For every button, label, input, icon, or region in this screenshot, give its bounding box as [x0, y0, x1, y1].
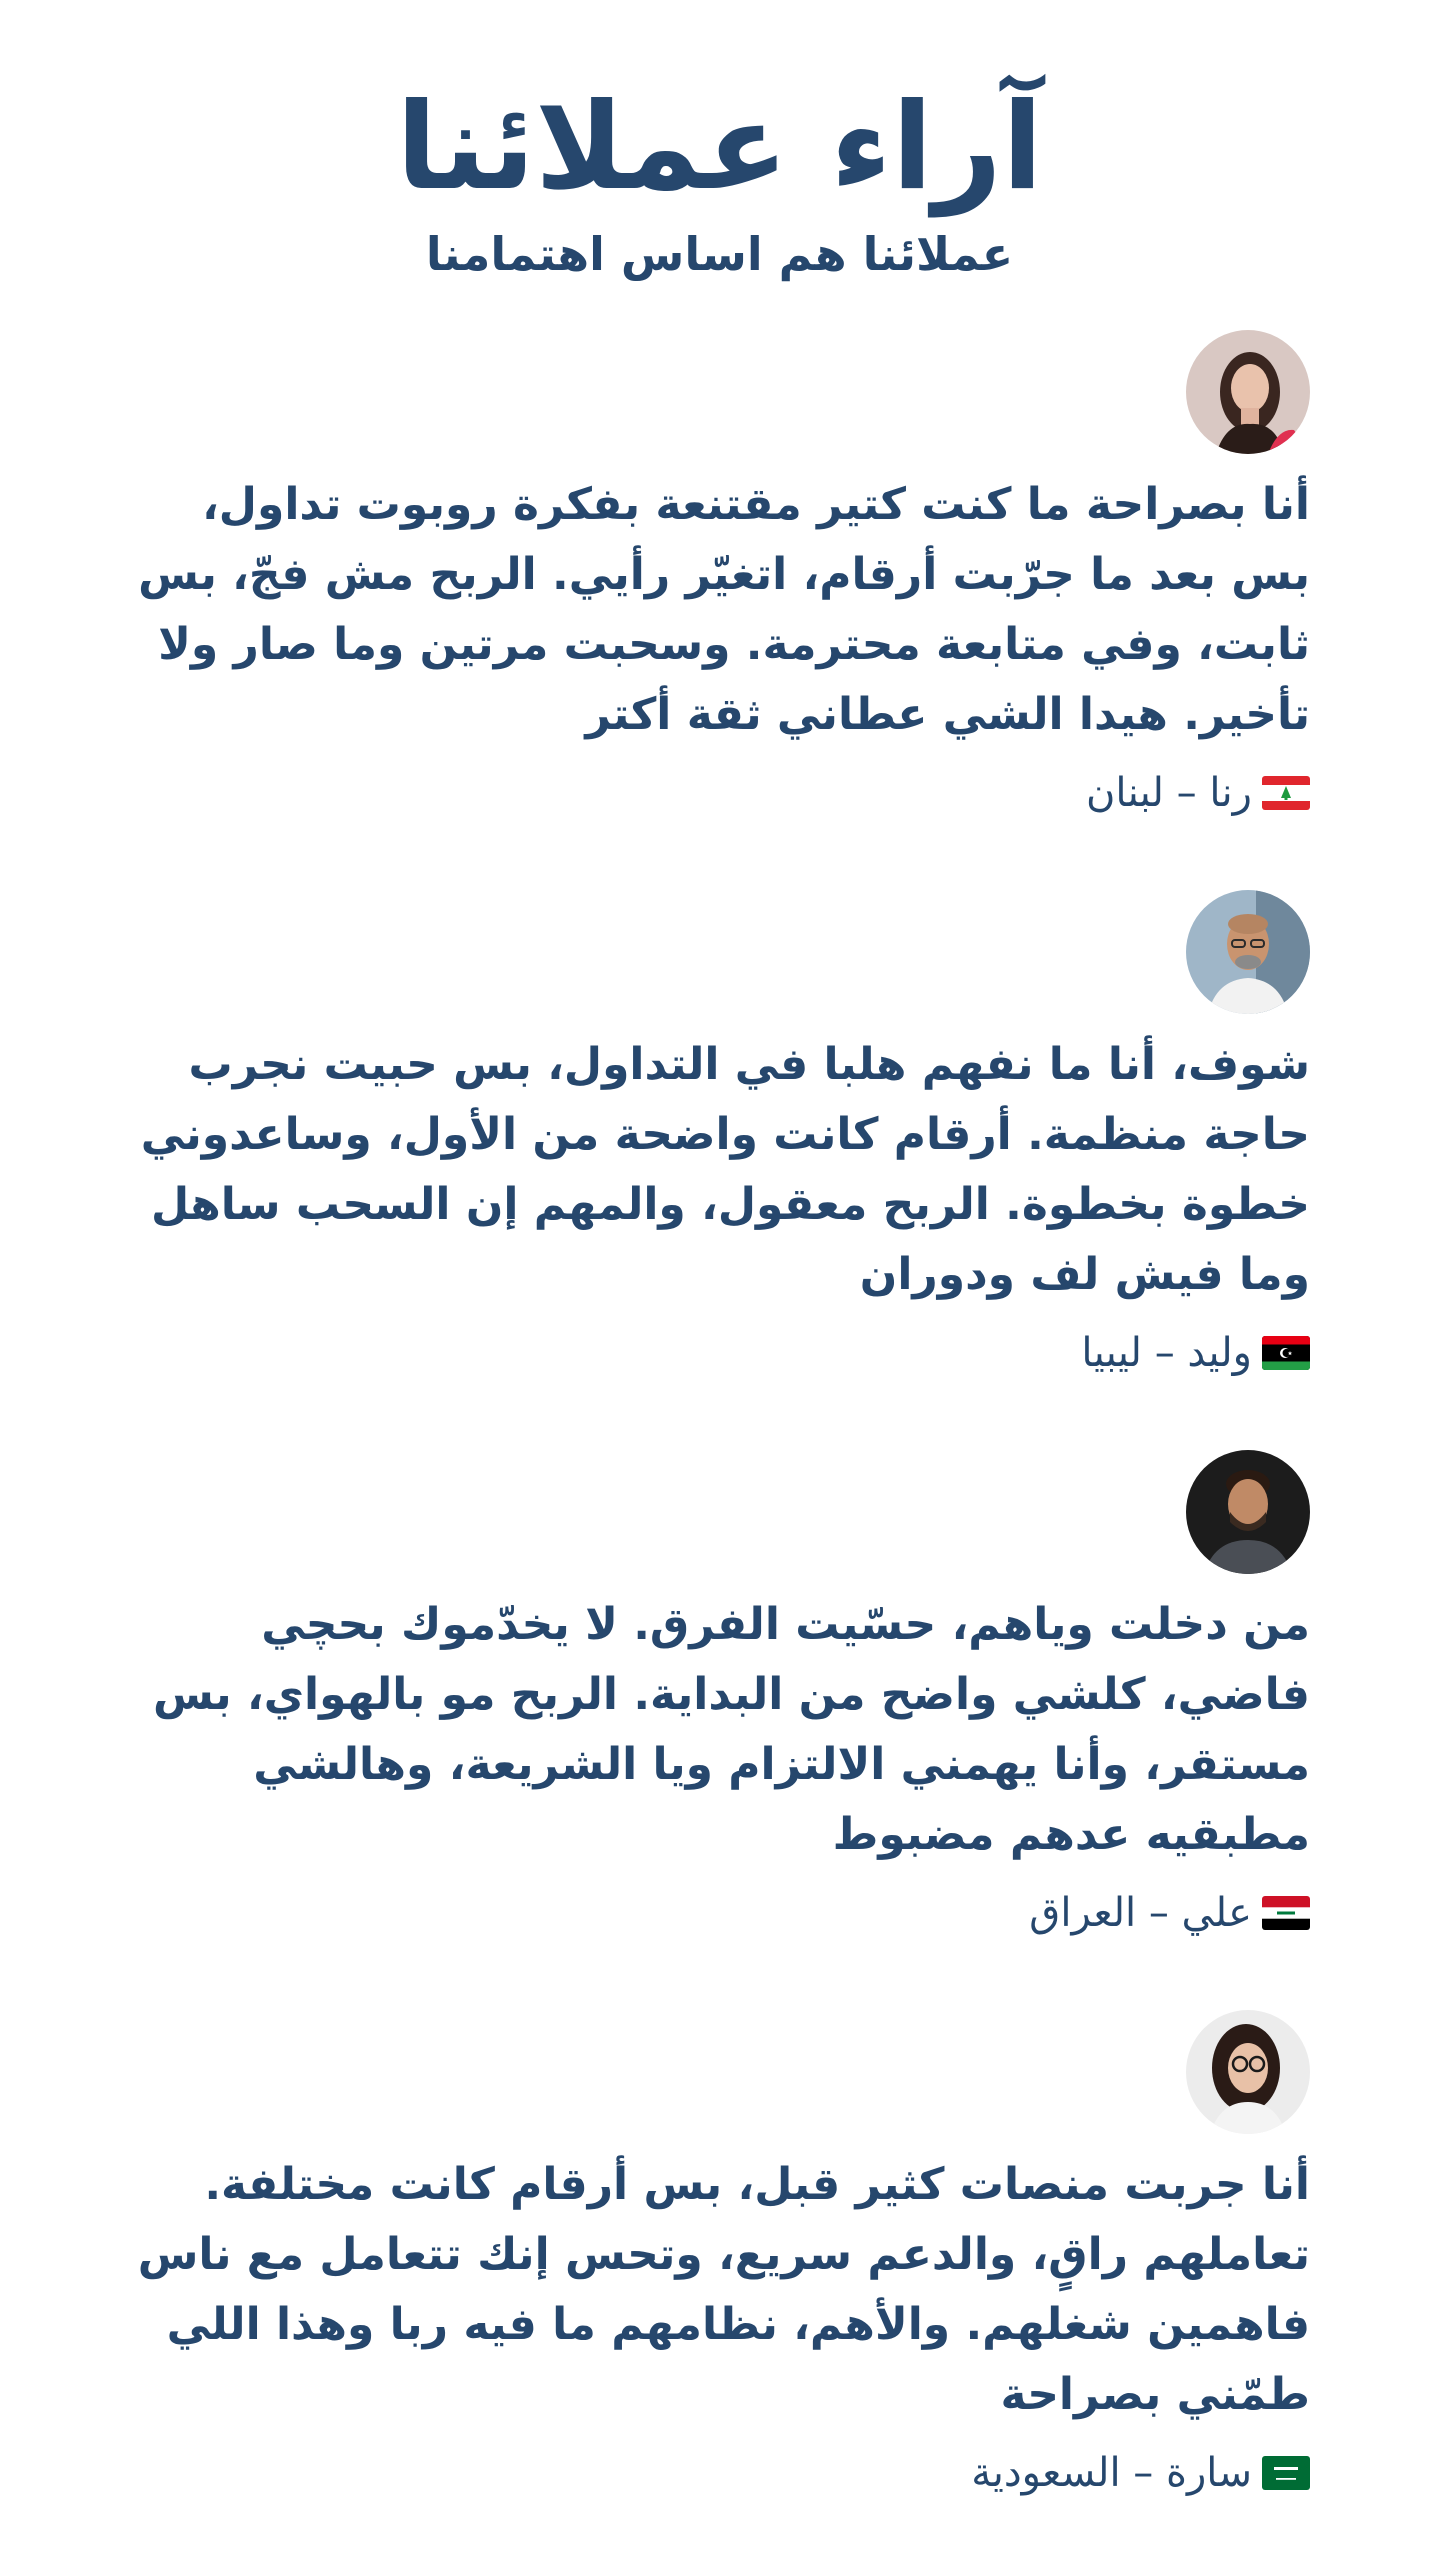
page-subtitle: عملائنا هم اساس اهتمامنا [425, 227, 1014, 281]
testimonial-quote: شوف، أنا ما نفهم هلبا في التداول، بس حبيت نجرب حاجة منظمة. أرقام كانت واضحة من الأول، وساعدوني خطوة بخطوة. الربح معقول، والمهم إن السحب ساهل وما فيش لف ودوران [140, 1039, 1310, 1300]
man-glasses-portrait-icon [1186, 890, 1310, 1014]
saudi-flag-icon [1262, 2456, 1310, 2490]
testimonials-list [130, 330, 1310, 2560]
author-name: علي – العراق [1029, 1890, 1252, 1936]
woman-glasses-portrait-icon [1186, 2010, 1310, 2134]
testimonial-quote: أنا بصراحة ما كنت كتير مقتنعة بفكرة روبوت تداول، بس بعد ما جرّبت أرقام، اتغيّر رأيي. الربح مش فجّ، بس ثابت، وفي متابعة محترمة. وسحبت مرتين وما صار ولا تأخير. هيدا الشي عطاني ثقة أكتر [138, 479, 1310, 740]
testimonial-card [130, 1450, 1310, 2010]
man-portrait-icon [1186, 1450, 1310, 1574]
testimonial-author [1081, 1328, 1310, 1378]
iraq-flag-icon [1262, 1896, 1310, 1930]
testimonial-card [130, 330, 1310, 890]
testimonial-card [130, 2010, 1310, 2560]
author-name: وليد – ليبيا [1081, 1330, 1252, 1376]
header [0, 78, 1439, 282]
avatar [1186, 2010, 1310, 2134]
avatar [1186, 330, 1310, 454]
page-title: آراء عملائنا [395, 78, 1044, 217]
testimonial-card [130, 890, 1310, 1450]
testimonial-quote: من دخلت وياهم، حسّيت الفرق. لا يخدّموك بحچي فاضي، كلشي واضح من البداية. الربح مو بالهواي، بس مستقر، وأنا يهمني الالتزام ويا الشريعة، وهالشي مطبقيه عدهم مضبوط [152, 1599, 1310, 1860]
author-name: رنا – لبنان [1086, 770, 1252, 816]
testimonial-quote: أنا جربت منصات كثير قبل، بس أرقام كانت مختلفة. تعاملهم راقٍ، والدعم سريع، وتحس إنك تتعامل مع ناس فاهمين شغلهم. والأهم، نظامهم ما فيه ربا وهذا اللي طمّني بصراحة [137, 2159, 1310, 2420]
woman-portrait-icon [1186, 330, 1310, 454]
author-name: سارة – السعودية [971, 2450, 1252, 2496]
testimonial-author [971, 2448, 1310, 2498]
lebanon-flag-icon [1262, 776, 1310, 810]
libya-flag-icon [1262, 1336, 1310, 1370]
testimonial-author [1086, 768, 1310, 818]
avatar [1186, 890, 1310, 1014]
testimonial-author [1029, 1888, 1310, 1938]
avatar [1186, 1450, 1310, 1574]
